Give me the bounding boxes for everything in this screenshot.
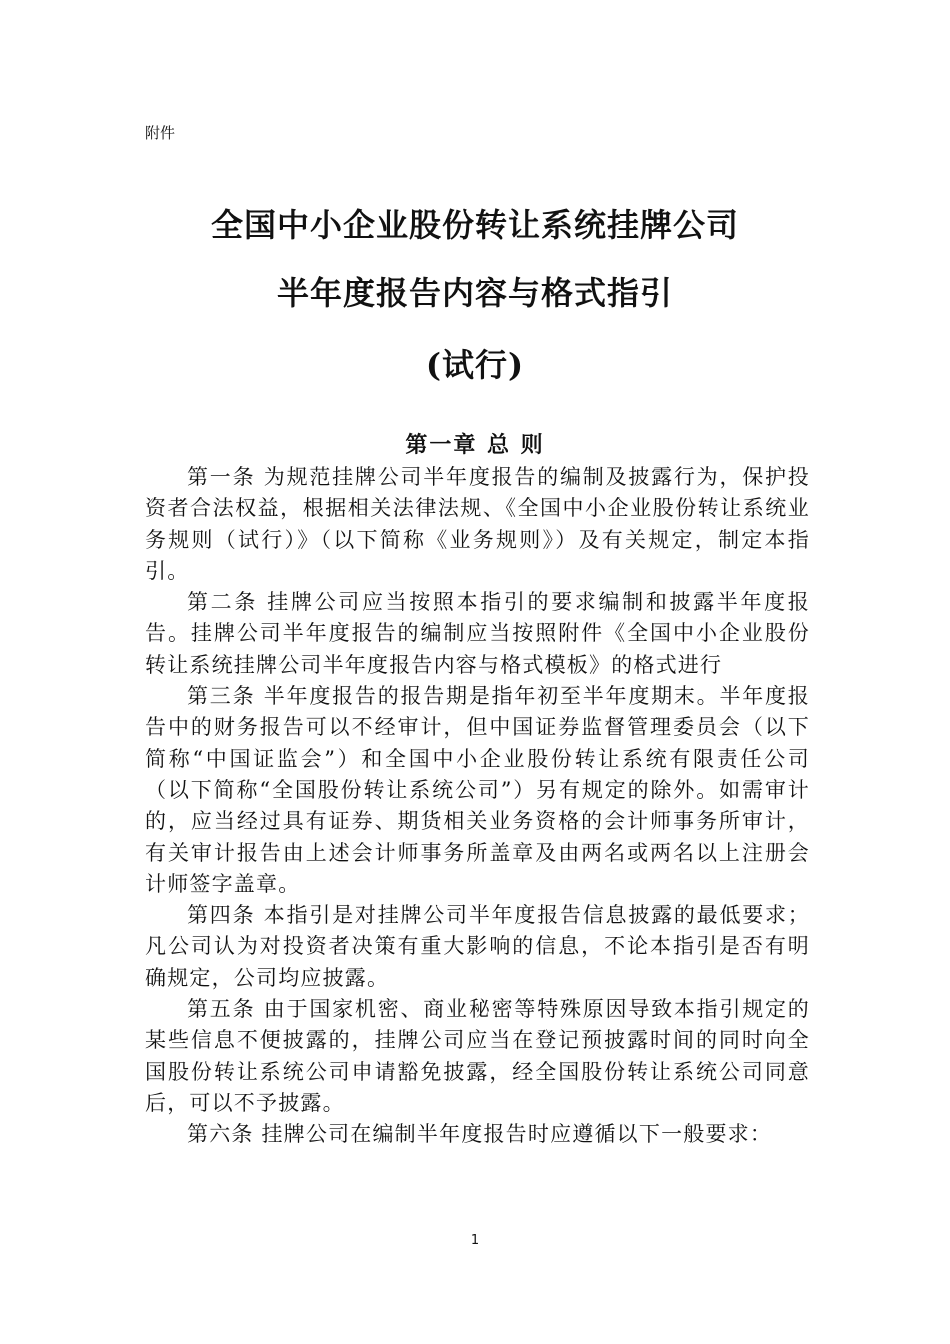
article-2-paragraph: 第二条 挂牌公司应当按照本指引的要求编制和披露半年度报告。挂牌公司半年度报告的编制应当按照附件《全国中小企业股份转让系统挂牌公司半年度报告内容与格式模板》的格式进行: [145, 590, 810, 677]
document-body: [145, 462, 810, 1151]
article-3-paragraph: 第三条 半年度报告的报告期是指年初至半年度期末。半年度报告中的财务报告可以不经审计，但中国证券监督管理委员会（以下简称“中国证监会”）和全国中小企业股份转让系统有限责任公司（以下简称“全国股份转让系统公司”）另有规定的除外。如需审计的，应当经过具有证券、期货相关业务资格的会计师事务所审计，有关审计报告由上述会计师事务所盖章及由两名或两名以上注册会计师签字盖章。: [145, 684, 810, 896]
article-5-paragraph: 第五条 由于国家机密、商业秘密等特殊原因导致本指引规定的某些信息不便披露的，挂牌公司应当在登记预披露时间的同时向全国股份转让系统公司申请豁免披露，经全国股份转让系统公司同意后，可以不予披露。: [145, 997, 810, 1115]
page-number: 1: [470, 1233, 480, 1248]
chapter-heading: 第一章 总 则: [405, 432, 545, 458]
document-title-line-3: (试行): [425, 346, 525, 384]
document-title-line-1: 全国中小企业股份转让系统挂牌公司: [210, 206, 739, 244]
attachment-label: 附件: [145, 124, 176, 142]
article-1-paragraph: 第一条 为规范挂牌公司半年度报告的编制及披露行为，保护投资者合法权益，根据相关法律法规、《全国中小企业股份转让系统业务规则（试行）》（以下简称《业务规则》）及有关规定，制定本指引。: [145, 465, 810, 583]
article-6-paragraph: 第六条 挂牌公司在编制半年度报告时应遵循以下一般要求：: [187, 1122, 773, 1147]
document-title-line-2: 半年度报告内容与格式指引: [276, 274, 673, 312]
article-4-paragraph: 第四条 本指引是对挂牌公司半年度报告信息披露的最低要求；凡公司认为对投资者决策有重大影响的信息，不论本指引是否有明确规定，公司均应披露。: [145, 903, 810, 990]
